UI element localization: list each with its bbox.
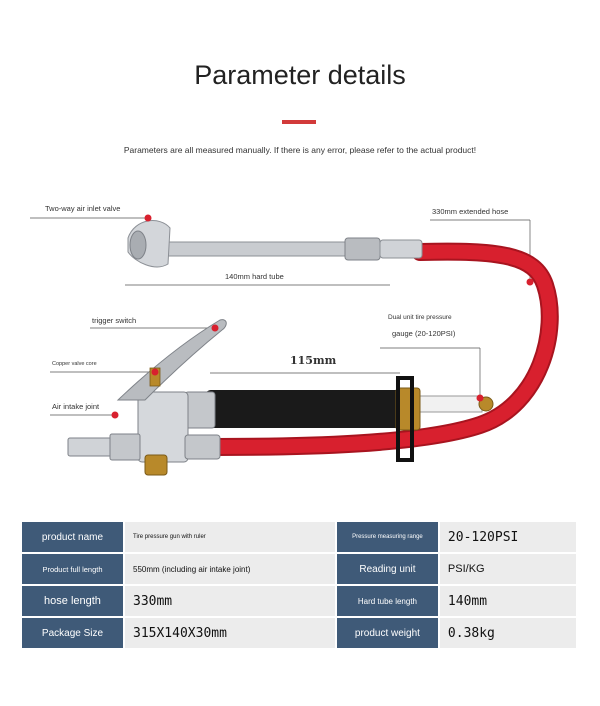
extended-hose-label: 330mm extended hose — [432, 207, 509, 216]
reading-unit-key: Reading unit — [337, 554, 438, 584]
product-name-key: product name — [22, 522, 123, 552]
measurement-note: Parameters are all measured manually. If there is any error, please refer to the actual product! — [123, 145, 477, 155]
copper-valve-label: Copper valve core — [52, 361, 97, 367]
product-weight-key: product weight — [337, 618, 438, 648]
reading-unit-value: PSI/KG — [440, 554, 576, 584]
pressure-range-key: Pressure measuring range — [337, 522, 438, 552]
table-row — [22, 618, 576, 648]
table-row — [22, 522, 576, 552]
pressure-range-value: 20-120PSI — [440, 522, 576, 552]
hard-tube-length-value: 140mm — [440, 586, 576, 616]
trigger-switch-label: trigger switch — [92, 316, 137, 325]
air-intake-label: Air intake joint — [52, 402, 100, 411]
hose-length-key: hose length — [22, 586, 123, 616]
parameter-table — [20, 520, 578, 650]
length-label: 115mm — [290, 354, 337, 367]
table-row — [22, 586, 576, 616]
hard-tube-label: 140mm hard tube — [225, 272, 284, 281]
gauge-label-line2: gauge (20-120PSI) — [392, 329, 456, 338]
hose-length-value: 330mm — [125, 586, 335, 616]
product-name-value: Tire pressure gun with ruler — [125, 522, 335, 552]
page-title: Parameter details — [194, 60, 406, 90]
hard-tube-length-key: Hard tube length — [337, 586, 438, 616]
inlet-valve-label: Two-way air inlet valve — [45, 204, 121, 213]
package-size-key: Package Size — [22, 618, 123, 648]
full-length-key: Product full length — [22, 554, 123, 584]
full-length-value: 550mm (including air intake joint) — [125, 554, 335, 584]
package-size-value: 315X140X30mm — [125, 618, 335, 648]
product-weight-value: 0.38kg — [440, 618, 576, 648]
gauge-label-line1: Dual unit tire pressure — [388, 314, 452, 321]
table-row — [22, 554, 576, 584]
